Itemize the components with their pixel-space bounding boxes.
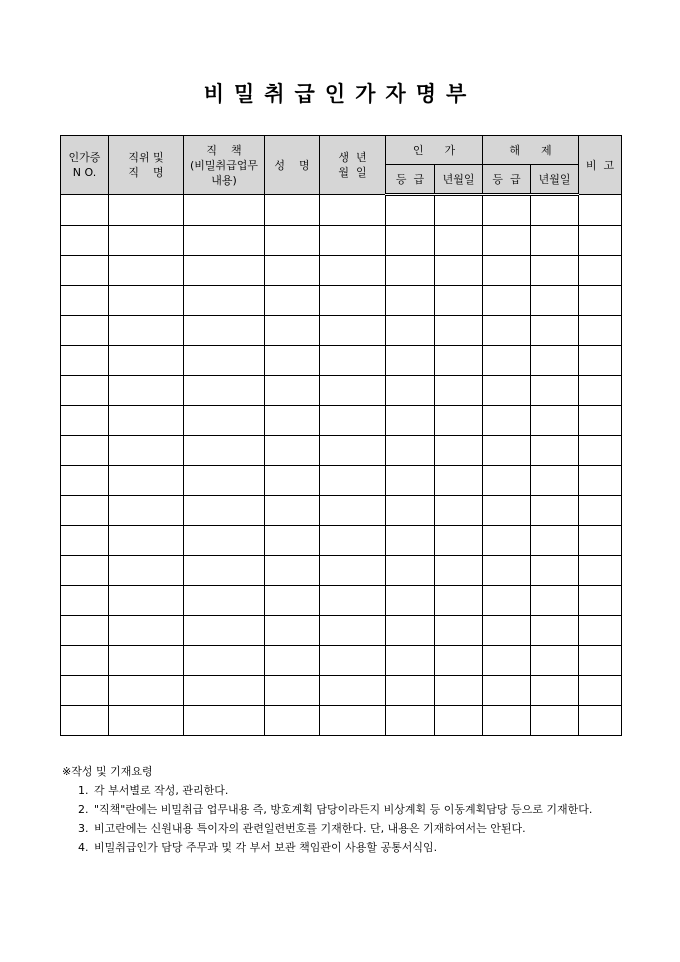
table-cell[interactable] bbox=[579, 436, 622, 466]
table-cell[interactable] bbox=[483, 676, 531, 706]
table-cell[interactable] bbox=[435, 466, 483, 496]
table-cell[interactable] bbox=[579, 496, 622, 526]
table-cell[interactable] bbox=[483, 316, 531, 346]
table-cell[interactable] bbox=[579, 346, 622, 376]
table-cell[interactable] bbox=[320, 646, 386, 676]
table-cell[interactable] bbox=[184, 376, 265, 406]
table-cell[interactable] bbox=[109, 496, 184, 526]
header-birth-line2: 월 일 bbox=[338, 166, 367, 179]
guideline-item: 2. "직책"란에는 비밀취급 업무내용 즉, 방호계획 담당이라든지 비상계획 등 이동계획담당 등으로 기재한다. bbox=[92, 800, 627, 819]
table-cell[interactable] bbox=[483, 586, 531, 616]
table-cell[interactable] bbox=[531, 376, 579, 406]
table-cell[interactable] bbox=[61, 706, 109, 736]
header-cert-no-line2: N O. bbox=[72, 166, 97, 179]
table-cell[interactable] bbox=[184, 316, 265, 346]
table-cell[interactable] bbox=[109, 676, 184, 706]
table-row bbox=[61, 646, 622, 676]
table-cell[interactable] bbox=[386, 256, 435, 286]
table-cell[interactable] bbox=[320, 586, 386, 616]
table-cell[interactable] bbox=[531, 556, 579, 586]
table-cell[interactable] bbox=[61, 556, 109, 586]
table-cell[interactable] bbox=[184, 496, 265, 526]
table-cell[interactable] bbox=[109, 466, 184, 496]
table-cell[interactable] bbox=[184, 676, 265, 706]
table-cell[interactable] bbox=[184, 256, 265, 286]
table-cell[interactable] bbox=[320, 556, 386, 586]
table-cell[interactable] bbox=[531, 195, 579, 226]
table-cell[interactable] bbox=[61, 526, 109, 556]
table-row bbox=[61, 226, 622, 256]
table-cell[interactable] bbox=[265, 195, 320, 226]
table-cell[interactable] bbox=[386, 496, 435, 526]
table-cell[interactable] bbox=[531, 226, 579, 256]
table-cell[interactable] bbox=[531, 436, 579, 466]
table-cell[interactable] bbox=[320, 195, 386, 226]
table-cell[interactable] bbox=[435, 195, 483, 226]
table-cell[interactable] bbox=[265, 586, 320, 616]
table-cell[interactable] bbox=[531, 676, 579, 706]
table-cell[interactable] bbox=[435, 376, 483, 406]
table-cell[interactable] bbox=[109, 286, 184, 316]
table-cell[interactable] bbox=[265, 526, 320, 556]
table-cell[interactable] bbox=[531, 496, 579, 526]
table-cell[interactable] bbox=[386, 286, 435, 316]
table-row bbox=[61, 466, 622, 496]
table-row bbox=[61, 436, 622, 466]
writing-guidelines bbox=[62, 762, 627, 857]
table-cell[interactable] bbox=[61, 436, 109, 466]
table-cell[interactable] bbox=[320, 526, 386, 556]
table-cell[interactable] bbox=[435, 496, 483, 526]
table-cell[interactable] bbox=[320, 376, 386, 406]
table-cell[interactable] bbox=[265, 676, 320, 706]
table-cell[interactable] bbox=[386, 616, 435, 646]
header-revoke: 해 제 bbox=[483, 136, 579, 165]
table-cell[interactable] bbox=[579, 646, 622, 676]
clearance-register-table bbox=[60, 135, 622, 736]
table-row bbox=[61, 616, 622, 646]
header-rank-line1: 직위 및 bbox=[128, 151, 164, 164]
table-row bbox=[61, 586, 622, 616]
table-cell[interactable] bbox=[61, 256, 109, 286]
table-cell[interactable] bbox=[435, 646, 483, 676]
table-cell[interactable] bbox=[386, 376, 435, 406]
table-cell[interactable] bbox=[579, 526, 622, 556]
table-cell[interactable] bbox=[265, 706, 320, 736]
header-name: 성 명 bbox=[265, 136, 320, 195]
table-row bbox=[61, 256, 622, 286]
table-cell[interactable] bbox=[320, 346, 386, 376]
table-row bbox=[61, 496, 622, 526]
table-cell[interactable] bbox=[109, 406, 184, 436]
table-cell[interactable] bbox=[579, 406, 622, 436]
table-cell[interactable] bbox=[265, 436, 320, 466]
header-duty-line1: 직 책 bbox=[206, 143, 242, 157]
guideline-item: 3. 비고란에는 신원내용 특이자의 관련일련번호를 기재한다. 단, 내용은 기재하여서는 안된다. bbox=[92, 819, 627, 838]
table-cell[interactable] bbox=[483, 256, 531, 286]
table-cell[interactable] bbox=[531, 316, 579, 346]
table-cell[interactable] bbox=[579, 616, 622, 646]
table-cell[interactable] bbox=[435, 676, 483, 706]
table-row bbox=[61, 526, 622, 556]
table-cell[interactable] bbox=[109, 616, 184, 646]
table-row bbox=[61, 556, 622, 586]
table-row bbox=[61, 346, 622, 376]
table-cell[interactable] bbox=[320, 706, 386, 736]
table-cell[interactable] bbox=[386, 556, 435, 586]
header-cert-no bbox=[61, 136, 109, 195]
table-cell[interactable] bbox=[483, 646, 531, 676]
table-cell[interactable] bbox=[435, 316, 483, 346]
table-cell[interactable] bbox=[386, 646, 435, 676]
table-cell[interactable] bbox=[386, 406, 435, 436]
header-rank bbox=[109, 136, 184, 195]
table-cell[interactable] bbox=[483, 226, 531, 256]
table-cell[interactable] bbox=[109, 316, 184, 346]
table-cell[interactable] bbox=[483, 616, 531, 646]
table-cell[interactable] bbox=[184, 436, 265, 466]
table-cell[interactable] bbox=[109, 346, 184, 376]
table-cell[interactable] bbox=[184, 616, 265, 646]
table-cell[interactable] bbox=[109, 556, 184, 586]
table-cell[interactable] bbox=[265, 256, 320, 286]
header-remarks: 비 고 bbox=[579, 136, 622, 195]
table-cell[interactable] bbox=[483, 556, 531, 586]
table-cell[interactable] bbox=[386, 226, 435, 256]
table-cell[interactable] bbox=[184, 346, 265, 376]
register-body bbox=[61, 195, 622, 736]
table-cell[interactable] bbox=[320, 436, 386, 466]
table-cell[interactable] bbox=[435, 406, 483, 436]
table-row bbox=[61, 316, 622, 346]
table-row bbox=[61, 376, 622, 406]
table-cell[interactable] bbox=[265, 406, 320, 436]
table-cell[interactable] bbox=[579, 195, 622, 226]
header-grant: 인 가 bbox=[386, 136, 483, 165]
table-cell[interactable] bbox=[531, 286, 579, 316]
table-cell[interactable] bbox=[579, 226, 622, 256]
table-cell[interactable] bbox=[435, 706, 483, 736]
header-duty-line2: (비밀취급업무 bbox=[189, 158, 259, 172]
table-cell[interactable] bbox=[483, 286, 531, 316]
table-cell[interactable] bbox=[531, 466, 579, 496]
table-cell[interactable] bbox=[184, 556, 265, 586]
header-birth-line1: 생 년 bbox=[338, 151, 367, 164]
table-cell[interactable] bbox=[435, 586, 483, 616]
table-cell[interactable] bbox=[109, 436, 184, 466]
table-cell[interactable] bbox=[320, 466, 386, 496]
table-cell[interactable] bbox=[320, 496, 386, 526]
guidelines-title: ※작성 및 기재요령 bbox=[62, 765, 153, 778]
table-cell[interactable] bbox=[320, 286, 386, 316]
table-cell[interactable] bbox=[531, 616, 579, 646]
table-cell[interactable] bbox=[531, 256, 579, 286]
table-cell[interactable] bbox=[265, 346, 320, 376]
guideline-item: 1. 각 부서별로 작성, 관리한다. bbox=[92, 781, 627, 800]
table-cell[interactable] bbox=[265, 496, 320, 526]
table-cell[interactable] bbox=[435, 286, 483, 316]
table-cell[interactable] bbox=[320, 406, 386, 436]
table-cell[interactable] bbox=[61, 676, 109, 706]
table-row bbox=[61, 195, 622, 226]
header-birth bbox=[320, 136, 386, 195]
table-cell[interactable] bbox=[531, 646, 579, 676]
table-cell[interactable] bbox=[265, 226, 320, 256]
table-cell[interactable] bbox=[483, 436, 531, 466]
table-cell[interactable] bbox=[184, 526, 265, 556]
table-cell[interactable] bbox=[483, 195, 531, 226]
table-cell[interactable] bbox=[386, 676, 435, 706]
table-cell[interactable] bbox=[61, 616, 109, 646]
table-cell[interactable] bbox=[184, 646, 265, 676]
table-cell[interactable] bbox=[531, 586, 579, 616]
table-cell[interactable] bbox=[579, 376, 622, 406]
table-cell[interactable] bbox=[483, 346, 531, 376]
table-cell[interactable] bbox=[386, 195, 435, 226]
table-cell[interactable] bbox=[579, 706, 622, 736]
table-cell[interactable] bbox=[184, 706, 265, 736]
table-cell[interactable] bbox=[435, 616, 483, 646]
table-cell[interactable] bbox=[61, 346, 109, 376]
header-duty-line3: 내용) bbox=[211, 173, 237, 187]
table-cell[interactable] bbox=[265, 556, 320, 586]
table-cell[interactable] bbox=[61, 406, 109, 436]
table-cell[interactable] bbox=[265, 616, 320, 646]
table-cell[interactable] bbox=[109, 195, 184, 226]
table-cell[interactable] bbox=[386, 586, 435, 616]
table-cell[interactable] bbox=[386, 706, 435, 736]
table-cell[interactable] bbox=[579, 556, 622, 586]
table-cell[interactable] bbox=[435, 226, 483, 256]
table-cell[interactable] bbox=[109, 646, 184, 676]
table-cell[interactable] bbox=[61, 376, 109, 406]
table-row bbox=[61, 406, 622, 436]
table-cell[interactable] bbox=[265, 466, 320, 496]
table-cell[interactable] bbox=[320, 616, 386, 646]
table-cell[interactable] bbox=[579, 466, 622, 496]
table-cell[interactable] bbox=[61, 646, 109, 676]
table-cell[interactable] bbox=[109, 226, 184, 256]
table-cell[interactable] bbox=[61, 286, 109, 316]
table-cell[interactable] bbox=[61, 226, 109, 256]
table-cell[interactable] bbox=[109, 706, 184, 736]
table-cell[interactable] bbox=[483, 466, 531, 496]
header-rank-line2: 직 명 bbox=[128, 166, 164, 179]
table-cell[interactable] bbox=[386, 466, 435, 496]
table-cell[interactable] bbox=[386, 346, 435, 376]
table-cell[interactable] bbox=[579, 586, 622, 616]
table-cell[interactable] bbox=[435, 346, 483, 376]
guideline-item: 4. 비밀취급인가 담당 주무과 및 각 부서 보관 책임관이 사용할 공통서식임. bbox=[92, 838, 627, 857]
table-cell[interactable] bbox=[483, 376, 531, 406]
table-cell[interactable] bbox=[579, 316, 622, 346]
table-cell[interactable] bbox=[435, 526, 483, 556]
table-cell[interactable] bbox=[579, 286, 622, 316]
table-cell[interactable] bbox=[265, 646, 320, 676]
table-cell[interactable] bbox=[61, 195, 109, 226]
table-cell[interactable] bbox=[184, 586, 265, 616]
table-row bbox=[61, 706, 622, 736]
table-cell[interactable] bbox=[109, 256, 184, 286]
table-cell[interactable] bbox=[386, 316, 435, 346]
header-grant-date: 년월일 bbox=[435, 165, 483, 195]
table-cell[interactable] bbox=[109, 586, 184, 616]
table-cell[interactable] bbox=[61, 496, 109, 526]
table-cell[interactable] bbox=[61, 466, 109, 496]
table-cell[interactable] bbox=[184, 226, 265, 256]
table-cell[interactable] bbox=[435, 436, 483, 466]
table-cell[interactable] bbox=[184, 406, 265, 436]
table-cell[interactable] bbox=[265, 316, 320, 346]
table-cell[interactable] bbox=[531, 526, 579, 556]
table-cell[interactable] bbox=[184, 466, 265, 496]
table-cell[interactable] bbox=[265, 376, 320, 406]
table-cell[interactable] bbox=[435, 256, 483, 286]
table-cell[interactable] bbox=[483, 706, 531, 736]
header-grant-grade: 등 급 bbox=[386, 165, 435, 195]
header-revoke-date: 년월일 bbox=[531, 165, 579, 195]
header-cert-no-line1: 인가증 bbox=[68, 151, 101, 164]
table-cell[interactable] bbox=[109, 526, 184, 556]
table-cell[interactable] bbox=[265, 286, 320, 316]
table-cell[interactable] bbox=[61, 316, 109, 346]
table-cell[interactable] bbox=[109, 376, 184, 406]
table-cell[interactable] bbox=[320, 316, 386, 346]
table-row bbox=[61, 286, 622, 316]
table-cell[interactable] bbox=[483, 496, 531, 526]
table-cell[interactable] bbox=[531, 406, 579, 436]
table-cell[interactable] bbox=[320, 226, 386, 256]
table-cell[interactable] bbox=[61, 586, 109, 616]
table-cell[interactable] bbox=[320, 256, 386, 286]
table-cell[interactable] bbox=[531, 346, 579, 376]
table-cell[interactable] bbox=[435, 556, 483, 586]
table-cell[interactable] bbox=[386, 436, 435, 466]
table-cell[interactable] bbox=[483, 406, 531, 436]
table-cell[interactable] bbox=[184, 286, 265, 316]
header-revoke-grade: 등 급 bbox=[483, 165, 531, 195]
table-cell[interactable] bbox=[579, 676, 622, 706]
table-cell[interactable] bbox=[320, 676, 386, 706]
document-title: 비밀취급인가자명부 bbox=[203, 81, 477, 106]
table-cell[interactable] bbox=[483, 526, 531, 556]
table-row bbox=[61, 676, 622, 706]
table-cell[interactable] bbox=[184, 195, 265, 226]
header-duty bbox=[184, 136, 265, 195]
table-cell[interactable] bbox=[531, 706, 579, 736]
table-cell[interactable] bbox=[579, 256, 622, 286]
table-cell[interactable] bbox=[386, 526, 435, 556]
